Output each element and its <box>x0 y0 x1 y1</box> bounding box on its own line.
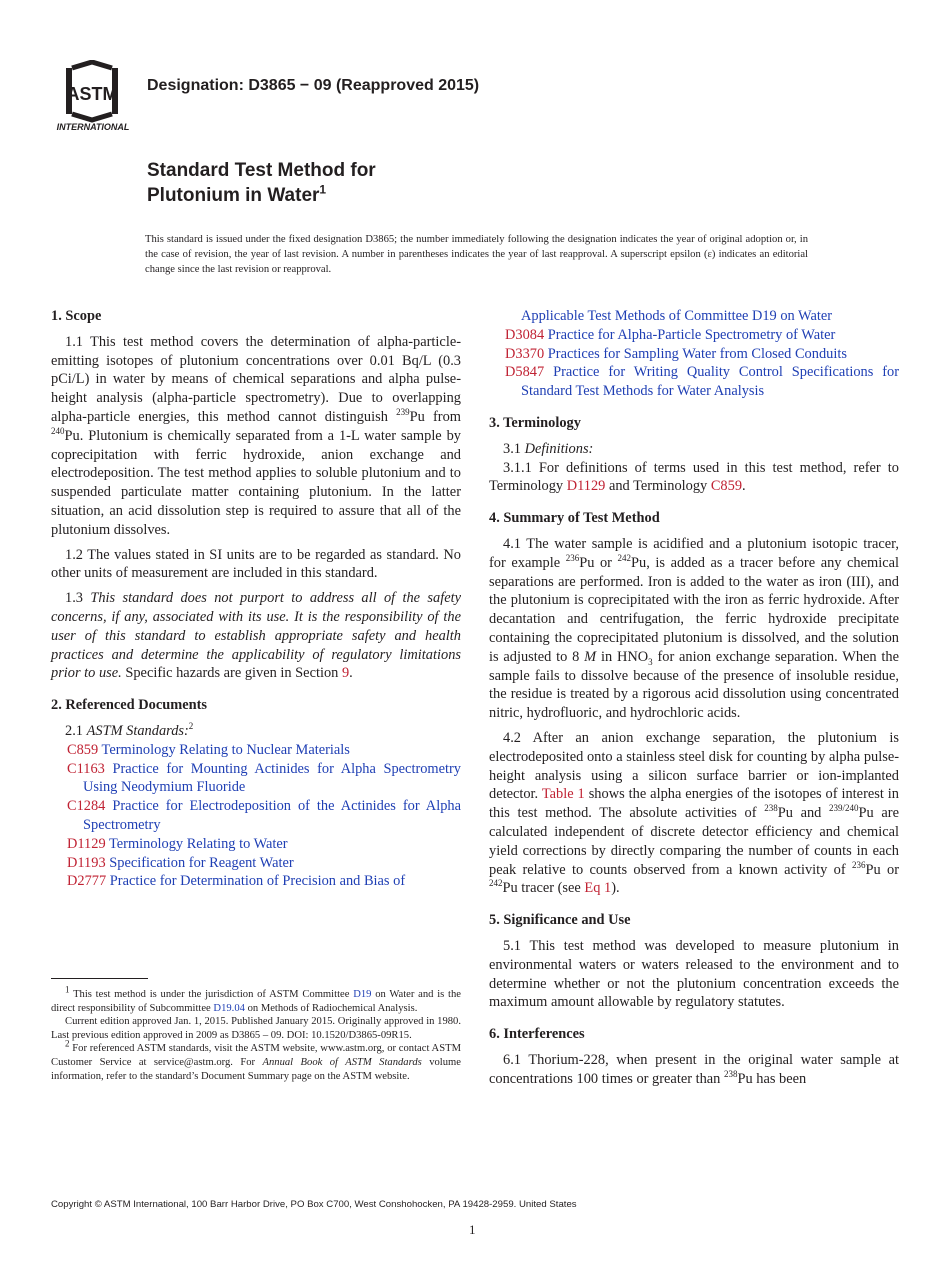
section-9-link[interactable]: 9 <box>341 665 350 682</box>
summary-paragraph-4-2: 4.2 After an anion exchange separation, the plutonium is electrodeposited onto a stainless steel disk for counting by alpha pulse-height analysis using a silicon surface barrier or ion-implanted detector. Table 1 shows the alpha energies of the isotopes of interest in this test method. The absolute activities of $^{238}$Pu and $^{239/240}$Pu are calculated independent of discrete detector efficiency and chemical yield corrections by directly comparing the number of counts in each peak relative to counts observed from a known activity of $^{236}$Pu or $^{242}$Pu tracer (see Eq 1). <box>489 729 899 897</box>
significance-paragraph-5-1: 5.1 This test method was developed to measure plutonium in environmental waters or waters released to the environment and to determine whether or not the plutonium concentration exceeds the maximum amount allowable by regulatory statutes. <box>489 937 899 1011</box>
scope-paragraph-1-3: 1.3 This standard does not purport to address all of the safety concerns, if any, associated with its use. It is the responsibility of the user of this standard to establish appropriate safety and health practices and determine the applicability of regulatory limitations prior to use. Specific hazards are given in Section 9. <box>51 590 461 682</box>
astm-logo <box>52 60 134 132</box>
section-heading-referenced-documents: 2. Referenced Documents <box>51 697 207 714</box>
reference-item[interactable]: D5847 Practice for Writing Quality Control Specifications for Standard Test Methods for Water Analysis <box>505 364 899 400</box>
section-heading-terminology: 3. Terminology <box>489 414 581 431</box>
section-heading-interferences: 6. Interferences <box>489 1026 585 1043</box>
scope-paragraph-1-1: 1.1 This test method covers the determination of alpha-particle-emitting isotopes of plutonium concentrations over 0.01 Bq/L (0.3 pCi/L) in water by means of chemical separations and alpha pulse-height analysis (alpha-particle spectrometry). Due to overlapping alpha-particle energies, this method cannot distinguish $^{239}$Pu from $^{240}$Pu. Plutonium is chemically separated from a 1-L water sample by coprecipitation with ferric hydroxide, anion exchange and electrodeposition. The test method applies to soluble plutonium and to suspended particulate matter containing plutonium. In the latter situation, an acid dissolution step is required to assure that all of the plutonium dissolves. <box>51 333 461 538</box>
d1129-link[interactable]: D1129 <box>566 478 606 495</box>
title-line-1: Standard Test Method for <box>147 160 376 181</box>
astm-standards-subheading: 2.1 ASTM Standards:$^2$ <box>65 721 194 739</box>
logo-caption: INTERNATIONAL <box>56 122 130 132</box>
eq-1-link[interactable]: Eq 1 <box>584 880 612 897</box>
title-line-2: Plutonium in Water$^1$ <box>147 182 327 206</box>
copyright-notice: Copyright © ASTM International, 100 Barr Harbor Drive, PO Box C700, West Conshohocken, PA 19428-2959. United States <box>51 1199 577 1210</box>
section-heading-scope: 1. Scope <box>51 308 102 324</box>
referenced-documents-list <box>51 741 461 891</box>
section-heading-significance: 5. Significance and Use <box>489 912 631 929</box>
section-heading-summary: 4. Summary of Test Method <box>489 510 660 527</box>
reference-item[interactable]: C1163 Practice for Mounting Actinides for Alpha Spectrometry Using Neodymium Fluoride <box>67 760 461 796</box>
footnote-1-edition: Current edition approved Jan. 1, 2015. Published January 2015. Originally approved in 1980. Last previous edition approved in 2009 as D3865 – 09. DOI: 10.1520/D3865-09R15. <box>51 1016 461 1041</box>
standard-notice: This standard is issued under the fixed designation D3865; the number immediately following the designation indicates the year of original adoption or, in the case of revision, the year of last revision. A number in parentheses indicates the year of last reapproval. A superscript epsilon (ε) indicates an editorial change since the last revision or reapproval. <box>145 234 808 275</box>
interferences-paragraph-6-1: 6.1 Thorium-228, when present in the original water sample at concentrations 100 times or greater than $^{238}$Pu has been <box>489 1051 899 1087</box>
page-number: 1 <box>469 1222 476 1237</box>
footnote-2: $^2$ For referenced ASTM standards, visit the ASTM website, www.astm.org, or contact ASTM Customer Service at service@astm.org. For Annual Book of ASTM Standards volume information, refer to the standard’s Document Summary page on the ASTM website. <box>51 1038 461 1082</box>
reference-item-continued[interactable]: Applicable Test Methods of Committee D19 on Water <box>521 308 833 324</box>
footnotes <box>51 984 461 1083</box>
c859-link[interactable]: C859 <box>710 478 743 495</box>
terminology-paragraph-3-1-1: 3.1.1 For definitions of terms used in this test method, refer to Terminology D1129 and Terminology C859. <box>489 459 899 495</box>
reference-item[interactable]: D3370 Practices for Sampling Water from Closed Conduits <box>505 345 847 362</box>
reference-item[interactable]: C1284 Practice for Electrodeposition of the Actinides for Alpha Spectrometry <box>67 798 461 833</box>
summary-paragraph-4-1: 4.1 The water sample is acidified and a plutonium isotopic tracer, for example $^{236}$Pu or $^{242}$Pu, is added as a tracer before any chemical separations are performed. Iron is added to the water as iron (III), and the plutonium is coprecipitated with the iron as ferric hydroxide. After decantation and centrifugation, the ferric hydroxide precipitate containing the coprecipitated plutonium is dissolved, and the solution is adjusted to 8 M in $HNO_3$ for anion exchange separation. When the sample fails to dissolve because of the presence of insoluble residue, the residue is treated by a rigorous acid dissolution using concentrated nitric, hydrofluoric, and hydrochloric acids. <box>489 535 899 722</box>
scope-paragraph-1-2: 1.2 The values stated in SI units are to be regarded as standard. No other units of measurement are included in this standard. <box>51 546 461 582</box>
footnote-divider <box>51 978 148 979</box>
right-column <box>489 307 899 1088</box>
reference-item[interactable]: C859 Terminology Relating to Nuclear Materials <box>67 741 350 758</box>
reference-item[interactable]: D1129 Terminology Relating to Water <box>67 835 288 852</box>
title-footnote-mark[interactable]: 1 <box>319 182 327 197</box>
astm-logo-graphic <box>52 60 134 132</box>
committee-d19-link[interactable]: D19 <box>353 989 372 1000</box>
left-column <box>51 307 461 891</box>
definitions-subheading: 3.1 Definitions: <box>503 440 594 457</box>
reference-item[interactable]: D2777 Practice for Determination of Precision and Bias of <box>67 873 406 890</box>
logo-letters: ASTM <box>66 84 118 104</box>
document-title <box>147 158 376 208</box>
reference-item[interactable]: D3084 Practice for Alpha-Particle Spectrometry of Water <box>505 326 836 343</box>
designation: Designation: D3865 − 09 (Reapproved 2015) <box>147 77 480 94</box>
reference-item[interactable]: D1193 Specification for Reagent Water <box>67 854 294 871</box>
table-1-link[interactable]: Table 1 <box>541 786 585 803</box>
footnote-1: $^1$ This test method is under the jurisdiction of ASTM Committee D19 on Water and is the direct responsibility of Subcommittee D19.04 on Methods of Radiochemical Analysis. <box>51 984 461 1014</box>
subcommittee-d19-04-link[interactable]: D19.04 <box>213 1002 245 1014</box>
